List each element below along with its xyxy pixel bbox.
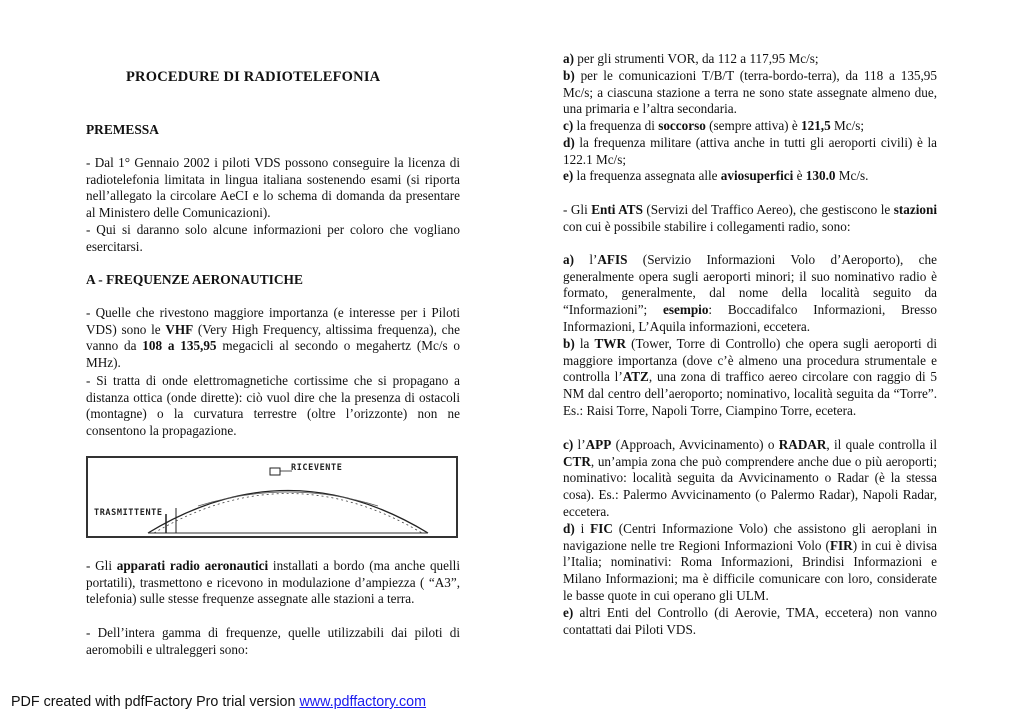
list-item-enti-d: d) i FIC (Centri Informazione Volo) che assistono gli aeroplani in navigazione nelle tre Regioni Informazioni Volo (FIR) in cui è divisa l’Italia; nominativi: Roma Informazioni, Brindisi Informazioni e Milano Informazioni; ma è difficile comunicare con loro, considerate le basse quote in cui operano gli ULM. <box>563 521 937 603</box>
gamma-paragraph: - Dell’intera gamma di frequenze, quelle utilizzabili dai piloti di aeromobili e ultraleggeri sono: <box>86 625 460 657</box>
list-item-enti-a: a) l’AFIS (Servizio Informazioni Volo d’Aeroporto), che generalmente opera sugli aeroporti minori; il suo nominativo radio è formato, generalmente, dal nome della località seguito da “Informazioni”; esempio: Boccadifalco Informazioni, Bresso Informazioni, L’Aquila informazioni, eccetera. <box>563 252 938 334</box>
premessa-paragraph-1: - Dal 1° Gennaio 2002 i piloti VDS possono conseguire la licenza di radiotelefonia limitata in lingua italiana sostenendo esami (si riporta nell’allegato la circolare AeCI e lo schema di domanda da presentare al Ministero delle Comunicazioni). <box>86 155 460 221</box>
list-item-freq-e: e) la frequenza assegnata alle aviosuperfici è 130.0 Mc/s. <box>563 168 869 183</box>
apparati-paragraph: - Gli apparati radio aeronautici installati a bordo (ma anche quelli portatili), trasmettono e ricevono in modulazione d’ampiezza ( “A3”, telefonia) sulle stesse frequenze assegnate alle stazioni a terra. <box>86 558 460 607</box>
enti-intro-paragraph: - Gli Enti ATS (Servizi del Traffico Aereo), che gestiscono le stazioni con cui è possibile stabilire i collegamenti radio, sono: <box>563 202 937 234</box>
propagation-figure <box>86 456 458 538</box>
frequenze-paragraph-1: - Quelle che rivestono maggiore importanza (e interesse per i Piloti VDS) sono le VHF (Very High Frequency, altissima frequenza), che vanno da 108 a 135,95 megacicli al secondo o megahertz (Mc/s o MHz). <box>86 305 460 371</box>
figure-label-transmitter: TRASMITTENTE <box>94 508 163 518</box>
propagation-diagram <box>88 458 456 536</box>
list-item-freq-b: b) per le comunicazioni T/B/T (terra-bordo-terra), da 118 a 135,95 Mc/s; a ciascuna stazione a terra ne sono state assegnate almeno due, una primaria e l’altra secondaria. <box>563 68 937 117</box>
list-item-freq-c: c) la frequenza di soccorso (sempre attiva) è 121,5 Mc/s; <box>563 118 865 133</box>
list-item-freq-d: d) la frequenza militare (attiva anche in tutti gli aeroporti civili) è la 122.1 Mc/s; <box>563 135 937 167</box>
list-item-freq-a: a) per gli strumenti VOR, da 112 a 117,95 Mc/s; <box>563 51 819 66</box>
section-heading-premessa: PREMESSA <box>86 122 159 137</box>
footer-text: PDF created with pdfFactory Pro trial version <box>11 694 300 710</box>
section-heading-frequenze: A - FREQUENZE AERONAUTICHE <box>86 272 303 287</box>
list-item-enti-b: b) la TWR (Tower, Torre di Controllo) che opera sugli aeroporti di maggiore importanza (dove c’è almeno una procedura strumentale e controlla l’ATZ, una zona di traffico aereo circolare con raggio di 5 NM dal centro dell’aeroporto; nominativo, località seguita da “Torre”. Es.: Raisi Torre, Napoli Torre, Ciampino Torre, ecetera. <box>563 336 937 418</box>
list-item-enti-e: e) altri Enti del Controllo (di Aerovie, TMA, eccetera) non vanno contattati dai Piloti VDS. <box>563 605 937 637</box>
footer-link[interactable]: www.pdffactory.com <box>299 694 427 710</box>
list-item-enti-c: c) l’APP (Approach, Avvicinamento) o RADAR, il quale controlla il CTR, un’ampia zona che può comprendere anche due o più aeroporti; nominativo: località seguita da Avvicinamento o Radar (è la stessa cosa). Es.: Palermo Avvicinamento (o Palermo Radar), Napoli Radar, eccetera. <box>563 437 938 519</box>
pdf-footer <box>11 694 426 710</box>
frequenze-paragraph-2: - Si tratta di onde elettromagnetiche cortissime che si propagano a distanza ottica (onde dirette): ciò vuol dire che la presenza di ostacoli (montagne) o la curvatura terrestre (oltre l’orizzonte) non ne consentono la propagazione. <box>86 373 460 439</box>
premessa-paragraph-2: - Qui si daranno solo alcune informazioni per coloro che vogliano esercitarsi. <box>86 222 460 254</box>
figure-label-receiver: RICEVENTE <box>291 463 343 473</box>
document-title: PROCEDURE DI RADIOTELEFONIA <box>126 69 381 85</box>
